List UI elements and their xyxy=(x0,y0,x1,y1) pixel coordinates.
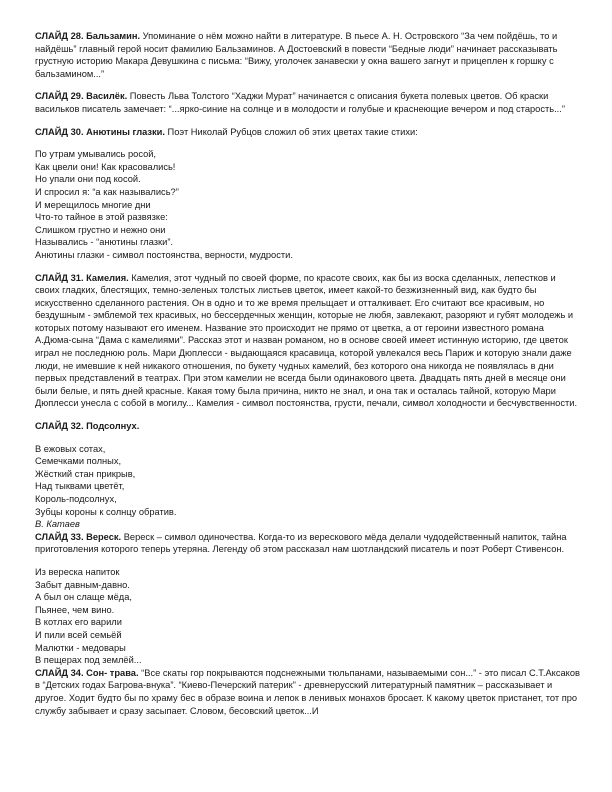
slide-33-poem xyxy=(35,566,580,667)
slide-32-heading: СЛАЙД 32. Подсолнух. xyxy=(35,421,140,432)
slide-30-paragraph xyxy=(35,126,580,139)
poem-line: А был он слаще мёда, xyxy=(35,592,132,603)
poem-line: Назывались - “анютины глазки”. xyxy=(35,237,174,248)
slide-29-text: Повесть Льва Толстого “Хаджи Мурат” начинается с описания букета полевых цветов. Об краски васильков писатель замечает: “...ярко-синие на солнце и в молодости и голубые и краснеющие вечером и под старость...” xyxy=(35,91,565,114)
slide-31-paragraph xyxy=(35,272,580,411)
slide-31-text: Камелия, этот чудный по своей форме, по красоте своих, как бы из воска сделанных, лепестков и своих гладких, блестящих, темно-зеленых толстых листьев цветок, имеет какой-то безжизненный вид, как будто бы искусственно сделанного растения. Он в одно и то же время прельщает и отталкивает. Его считают все красивым, но бездушным - эмблемой тех красивых, но бессердечных женщин, которые не любя, завлекают, разоряют и губят молодежь и которых потому называют его именем. Название это происходит не прямо от цветка, а от героини известного романа А.Дюма-сына “Дама с камелиями”. Рассказ этот и назван романом, но в основе своей имеет истинную историю, где цветок играл не последнюю роль. Мари Дюплесси - выдающаяся красавица, которой увлекался весь Париж и которую знали даже люди, не имевшие к ней никакого отношения, по букету чудных камелий, без которого она никогда не появлялась в дни первых представлений в театрах. При этом камелии не всегда были одинакового цвета. Двадцать пять дней в месяце они были белые, и пять дней красные. Какая тому была причина, никто не знал, и она так и осталась тайной, которую Мари Дюплесси унесла с собой в могилу... Камелия - символ постоянства, грусти, печали, символ холодности и бесчувственности. xyxy=(35,272,578,409)
slide-30-poem xyxy=(35,148,580,261)
poem-line: Над тыквами цветёт, xyxy=(35,481,125,492)
slide-28-text: Упоминание о нём можно найти в литературе. В пьесе А. Н. Островского “За чем пойдёшь, то и найдёшь” главный герой носит фамилию Бальзаминов. А Достоевский в повести “Бедные люди” начинает рассказывать грустную историю Макара Девушкина с письма: “Вижу, уголочек занавески у окна вашего загнут и прицеплен к горшку с бальзамином...” xyxy=(35,31,558,79)
poem-line: Как цвели они! Как красовались! xyxy=(35,161,176,172)
slide-32-poem xyxy=(35,443,580,531)
poem-line: Король-подсолнух, xyxy=(35,494,117,504)
poem-line: Но упали они под косой. xyxy=(35,174,141,185)
poem-line: И пили всей семьёй xyxy=(35,629,122,640)
slide-32-paragraph xyxy=(35,420,580,433)
poem-line: Из вереска напиток xyxy=(35,566,120,577)
poem-line: В котлах его варили xyxy=(35,617,122,628)
poem-author: В. Катаев xyxy=(35,519,80,530)
poem-line: Малютки - медовары xyxy=(35,642,126,653)
slide-28-heading: СЛАЙД 28. Бальзамин. xyxy=(35,31,141,41)
poem-line: Пьянее, чем вино. xyxy=(35,604,115,615)
slide-34-paragraph xyxy=(35,667,580,717)
slide-33-paragraph xyxy=(35,531,580,556)
slide-28-paragraph xyxy=(35,30,580,80)
slide-34-text: “Все скаты гор покрываются подснежными тюльпанами, называемыми сон...” - это писал С.Т.Аксаков в “Детских годах Багрова-внука”. “Киево-Печерский патерик” - древнерусский литературный памятник – рассказывает и другое. Ходит будто бы по храму бес в образе воина и лепок в ленивых монахов бросает. К какому цветок пристанет, тот про службу забывает и сразу засыпает. Словом, бесовский цветок...И xyxy=(35,667,580,716)
slide-30-heading: СЛАЙД 30. Анютины глазки. xyxy=(35,126,165,137)
poem-line: Забыт давным-давно. xyxy=(35,579,130,590)
slide-29-heading: СЛАЙД 29. Василёк. xyxy=(35,91,128,102)
poem-line: И спросил я: “а как назывались?” xyxy=(35,186,179,197)
slide-33-heading: СЛАЙД 33. Вереск. xyxy=(35,531,122,542)
poem-line: По утрам умывались росой, xyxy=(35,149,157,160)
slide-30-text: Поэт Николай Рубцов сложил об этих цветах такие стихи: xyxy=(164,126,418,137)
slide-31-heading: СЛАЙД 31. Камелия. xyxy=(35,272,129,283)
poem-line: Зубцы короны к солнцу обратив. xyxy=(35,506,177,517)
poem-line: Анютины глазки - символ постоянства, верности, мудрости. xyxy=(35,249,293,260)
slide-29-paragraph xyxy=(35,90,580,115)
poem-line: Жёсткий стан прикрыв, xyxy=(35,468,136,479)
spacer xyxy=(35,262,580,272)
poem-line: В ежовых сотах, xyxy=(35,443,106,454)
poem-line: Что-то тайное в этой развязке: xyxy=(35,212,168,223)
poem-line: В пещерах под землёй... xyxy=(35,655,142,666)
poem-line: Семечками полных, xyxy=(35,456,122,467)
document-page xyxy=(35,30,580,717)
slide-33-text: Вереск – символ одиночества. Когда-то из верескового мёда делали чудодейственный напиток, тайна приготовления которого теперь утеряна. Легенду об этом рассказал нам шотландский писатель и поэт Роберт Стивенсон. xyxy=(35,531,567,555)
poem-line: И мерещилось многие дни xyxy=(35,199,151,210)
slide-34-heading: СЛАЙД 34. Сон- трава. xyxy=(35,667,139,678)
poem-line: Слишком грустно и нежно они xyxy=(35,224,166,235)
